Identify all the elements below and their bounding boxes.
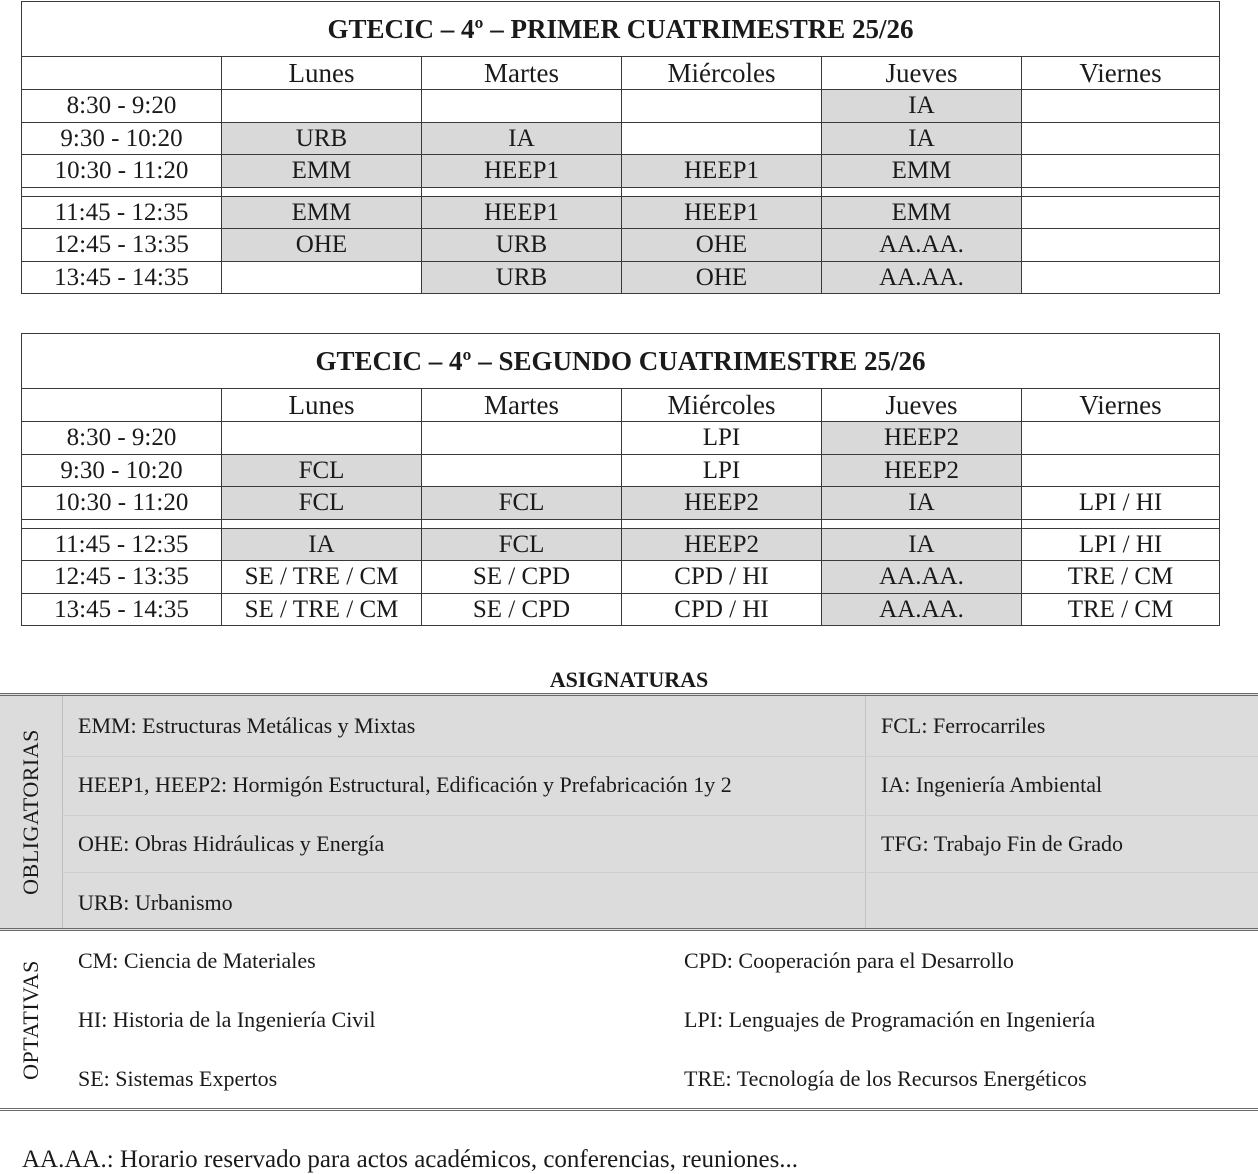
footnote: AA.AA.: Horario reservado para actos académicos, conferencias, reuniones...: [22, 1146, 799, 1173]
day-header: Martes: [422, 57, 622, 90]
class-cell: [622, 90, 822, 123]
class-cell: [422, 90, 622, 123]
class-cell: IA: [422, 122, 622, 155]
class-cell: FCL: [422, 487, 622, 520]
class-cell: EMM: [822, 155, 1022, 188]
class-cell: HEEP1: [422, 196, 622, 229]
class-cell: OHE: [622, 261, 822, 294]
time-slot: 8:30 - 9:20: [22, 90, 222, 123]
time-slot: 11:45 - 12:35: [22, 528, 222, 561]
subject-item: CPD: Cooperación para el Desarrollo: [684, 948, 1014, 973]
day-header: Miércoles: [622, 389, 822, 422]
timetable-title: GTECIC – 4º – PRIMER CUATRIMESTRE 25/26: [22, 2, 1220, 57]
subject-item: OHE: Obras Hidráulicas y Energía: [78, 831, 385, 856]
break-row: [22, 187, 1220, 196]
subject-item: TRE: Tecnología de los Recursos Energéticos: [684, 1066, 1087, 1091]
corner-cell: [22, 389, 222, 422]
class-cell: [422, 422, 622, 455]
class-cell: TRE / CM: [1022, 561, 1220, 594]
day-header: Martes: [422, 389, 622, 422]
class-cell: HEEP1: [422, 155, 622, 188]
break-cell: [422, 519, 622, 528]
class-cell: LPI: [622, 454, 822, 487]
corner-cell: [22, 57, 222, 90]
mandatory-label-column: [0, 696, 63, 928]
class-cell: SE / TRE / CM: [222, 561, 422, 594]
subject-item: TFG: Trabajo Fin de Grado: [881, 831, 1123, 856]
class-cell: LPI: [622, 422, 822, 455]
timetable-title: GTECIC – 4º – SEGUNDO CUATRIMESTRE 25/26: [22, 334, 1220, 389]
class-cell: AA.AA.: [822, 229, 1022, 262]
time-slot: 12:45 - 13:35: [22, 229, 222, 262]
subject-item: EMM: Estructuras Metálicas y Mixtas: [78, 713, 416, 738]
class-cell: [222, 422, 422, 455]
break-cell: [22, 187, 222, 196]
class-cell: CPD / HI: [622, 593, 822, 626]
day-header: Lunes: [222, 389, 422, 422]
class-cell: AA.AA.: [822, 593, 1022, 626]
break-row: [22, 519, 1220, 528]
subject-item: IA: Ingeniería Ambiental: [881, 772, 1103, 797]
class-cell: [222, 90, 422, 123]
class-cell: IA: [822, 90, 1022, 123]
class-cell: FCL: [222, 454, 422, 487]
class-cell: HEEP2: [622, 528, 822, 561]
class-cell: URB: [422, 229, 622, 262]
time-slot: 10:30 - 11:20: [22, 155, 222, 188]
time-row: [22, 528, 1220, 561]
class-cell: HEEP2: [622, 487, 822, 520]
time-row: [22, 261, 1220, 294]
time-row: [22, 561, 1220, 594]
time-row: [22, 196, 1220, 229]
class-cell: IA: [822, 487, 1022, 520]
class-cell: [1022, 454, 1220, 487]
class-cell: HEEP1: [622, 196, 822, 229]
column-divider: [865, 696, 866, 928]
break-cell: [222, 187, 422, 196]
break-cell: [422, 187, 622, 196]
timetable-semester2: [21, 333, 1220, 626]
time-row: [22, 454, 1220, 487]
elective-subjects-panel: [0, 931, 1258, 1111]
subject-item: URB: Urbanismo: [78, 890, 233, 915]
class-cell: IA: [222, 528, 422, 561]
day-header: Jueves: [822, 57, 1022, 90]
subject-item: HI: Historia de la Ingeniería Civil: [78, 1007, 376, 1032]
subject-item: LPI: Lenguajes de Programación en Ingeniería: [684, 1007, 1096, 1032]
time-row: [22, 155, 1220, 188]
time-slot: 9:30 - 10:20: [22, 454, 222, 487]
class-cell: IA: [822, 528, 1022, 561]
time-slot: 8:30 - 9:20: [22, 422, 222, 455]
subject-item: HEEP1, HEEP2: Hormigón Estructural, Edificación y Prefabricación 1y 2: [78, 772, 732, 797]
time-slot: 12:45 - 13:35: [22, 561, 222, 594]
class-cell: AA.AA.: [822, 261, 1022, 294]
time-slot: 9:30 - 10:20: [22, 122, 222, 155]
class-cell: OHE: [222, 229, 422, 262]
class-cell: EMM: [222, 196, 422, 229]
subjects-title: ASIGNATURAS: [549, 667, 709, 692]
break-cell: [222, 519, 422, 528]
class-cell: URB: [422, 261, 622, 294]
time-slot: 13:45 - 14:35: [22, 593, 222, 626]
class-cell: TRE / CM: [1022, 593, 1220, 626]
time-row: [22, 90, 1220, 123]
break-cell: [822, 187, 1022, 196]
day-header: Miércoles: [622, 57, 822, 90]
class-cell: FCL: [222, 487, 422, 520]
class-cell: [1022, 196, 1220, 229]
break-cell: [1022, 519, 1220, 528]
time-row: [22, 593, 1220, 626]
break-cell: [1022, 187, 1220, 196]
mandatory-subjects-panel: [0, 693, 1258, 931]
break-cell: [622, 187, 822, 196]
class-cell: EMM: [822, 196, 1022, 229]
class-cell: LPI / HI: [1022, 528, 1220, 561]
elective-label: OPTATIVAS: [18, 959, 43, 1080]
class-cell: [422, 454, 622, 487]
subject-item: FCL: Ferrocarriles: [881, 713, 1046, 738]
class-cell: [1022, 261, 1220, 294]
class-cell: OHE: [622, 229, 822, 262]
class-cell: AA.AA.: [822, 561, 1022, 594]
class-cell: EMM: [222, 155, 422, 188]
class-cell: LPI / HI: [1022, 487, 1220, 520]
day-header: Viernes: [1022, 389, 1220, 422]
class-cell: IA: [822, 122, 1022, 155]
class-cell: SE / CPD: [422, 561, 622, 594]
class-cell: HEEP2: [822, 454, 1022, 487]
break-cell: [622, 519, 822, 528]
row-divider: [62, 815, 1258, 816]
mandatory-label: OBLIGATORIAS: [18, 729, 43, 895]
subject-item: SE: Sistemas Expertos: [78, 1066, 278, 1091]
class-cell: FCL: [422, 528, 622, 561]
row-divider: [62, 872, 1258, 873]
class-cell: [622, 122, 822, 155]
class-cell: HEEP2: [822, 422, 1022, 455]
elective-label-column: [0, 931, 62, 1108]
class-cell: SE / TRE / CM: [222, 593, 422, 626]
time-row: [22, 422, 1220, 455]
subject-item: CM: Ciencia de Materiales: [78, 948, 316, 973]
class-cell: HEEP1: [622, 155, 822, 188]
class-cell: [1022, 422, 1220, 455]
timetable-semester1: [21, 1, 1220, 294]
class-cell: [1022, 229, 1220, 262]
day-header: Jueves: [822, 389, 1022, 422]
class-cell: SE / CPD: [422, 593, 622, 626]
break-cell: [822, 519, 1022, 528]
day-header: Viernes: [1022, 57, 1220, 90]
day-header: Lunes: [222, 57, 422, 90]
class-cell: [222, 261, 422, 294]
break-cell: [22, 519, 222, 528]
time-slot: 10:30 - 11:20: [22, 487, 222, 520]
row-divider: [62, 756, 1258, 757]
time-slot: 11:45 - 12:35: [22, 196, 222, 229]
class-cell: CPD / HI: [622, 561, 822, 594]
time-row: [22, 487, 1220, 520]
class-cell: [1022, 122, 1220, 155]
time-row: [22, 229, 1220, 262]
time-row: [22, 122, 1220, 155]
class-cell: [1022, 155, 1220, 188]
time-slot: 13:45 - 14:35: [22, 261, 222, 294]
class-cell: [1022, 90, 1220, 123]
class-cell: URB: [222, 122, 422, 155]
